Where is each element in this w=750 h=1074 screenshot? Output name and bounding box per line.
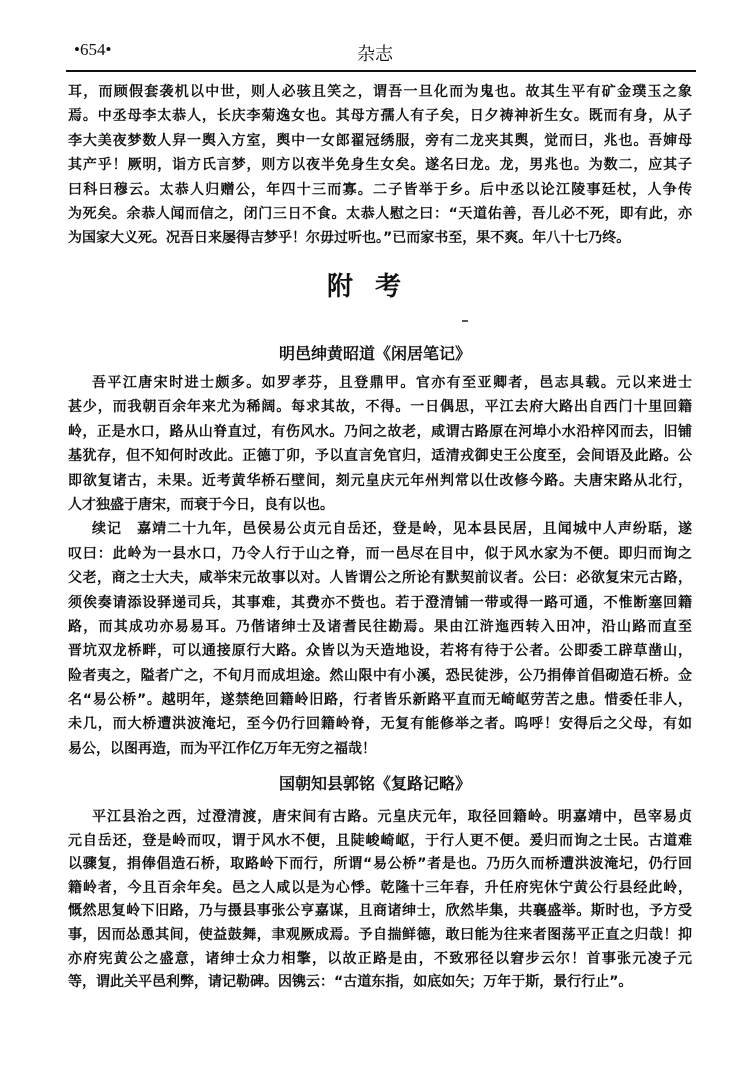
text-line: 续记 嘉靖二十九年，邑侯易公贞元自岳还，登是岭，见本县民居，且闻城中人声纷聒，遂 [92,521,692,538]
appendix-heading: 附考 [326,272,423,302]
text-line: 岭，正是水口，路从山脊直过，有伤风水。乃问之故老，咸谓古路原在河埠小水沿梓冈而去，旧铺 [68,423,692,440]
text-line: 平江县治之西，过澄清渡，唐宋间有古路。元皇庆元年，取径回籍岭。明嘉靖中，邑宰易贞 [92,809,692,825]
section-2-title: 国朝知县郭铭《复路记略》 [278,774,471,793]
header-rule [66,70,696,72]
text-line: 人才独盛于唐宋，而衰于今日，良有以也。 [68,496,334,513]
text-line: 为国家大义死。况吾日来屡得吉梦乎！尔毋过听也。”已而家书至，果不爽。年八十七乃终。 [68,230,631,247]
text-line: 即欲复诸古，未果。近考黄华桥石壁间，刻元皇庆元年州判常以仕改修今路。夫唐宋路从北行， [68,472,692,489]
paragraph-1 [68,80,692,251]
text-line: 名“易公桥”。越明年，遂禁绝回籍岭旧路，行者皆乐新路平直而无崎岖劳苦之患。惜委任非人， [68,692,692,709]
section-1-body [68,371,692,761]
text-line: 易公，以图再造，而为平江作亿万年无穷之福哉！ [68,740,376,757]
text-line: 慨然思复岭下旧路，乃与摄县事张公亨嘉谋，且商诸绅士，欣然毕集，共襄盛举。斯时也，予方受 [68,903,692,920]
text-line: 父老，商之士大夫，咸举宋元故事以对。人皆谓公之所论有默契前议者。公曰：必欲复宋元古路， [68,570,692,587]
text-line: 元自岳还，登是岭而叹，谓于风水不便，且陡峻崎岖，于行人更不便。爰归而询之士民。古道难 [68,832,692,849]
section-1-title: 明邑绅黄昭道《闲居笔记》 [278,344,471,363]
text-line: 焉。中丞母李太恭人，长庆李菊逸女也。其母方孺人有子矣，日夕祷神祈生女。既而有身，从子 [68,108,692,125]
text-line: 险者夷之，隘者广之，不旬月而成坦途。然山限中有小溪，恐民徒涉，公乃捐俸首倡砌造石桥。佥 [68,667,692,684]
text-line: 曰科曰穆云。太恭人归赠公，年四十三而寡。二子皆举于乡。后中丞以论江陵事廷杖，人争传 [68,181,692,198]
text-line: 甚少，而我朝百余年来尤为稀阔。每求其故，不得。一日偶思，平江去府大路出自西门十里回籍 [68,399,692,416]
text-line: 未几，而大桥遭洪波淹圮，至今仍行回籍岭脊，无复有能修举之者。呜呼！安得后之父母，有如 [68,716,692,733]
text-line: 籍岭者，今且百余年矣。邑之人咸以是为心悸。乾隆十三年春，升任府宪休宁黄公行县经此岭， [68,879,692,896]
page-number: •654• [74,40,112,59]
text-line: 吾平江唐宋时进士颇多。如罗孝芬，且登鼎甲。官亦有至亚卿者，邑志具载。元以来进士 [92,375,692,391]
text-line: 以骤复，捐俸倡造石桥，取路岭下而行，所谓“易公桥”者是也。乃历久而桥遭洪波淹圮，仍行回 [68,856,692,873]
text-line: 耳，而顾假套袭机以中世，则人必骇且笑之，谓吾一旦化而为鬼也。故其生平有矿金璞玉之象 [68,84,692,100]
text-line: 叹曰：此岭为一县水口，乃令人行于山之脊，而一邑尽在目中，似于风水家为不便。即归而询之 [68,545,692,562]
text-line: 李大美夜梦数人舁一舆入方室，舆中一女郎翟冠绣服，旁有二龙夹其舆，觉而曰，兆也。吾婶母 [68,132,692,149]
text-line: 事，因而怂恿其间，使益鼓舞，聿观厥成焉。予自揣鲜德，敢曰能为往来者图荡平正直之归哉！抑 [68,926,692,943]
running-title: 杂志 [357,44,393,65]
text-line: 晋坑双龙桥畔，可以通接原行大路。众皆以为天造地设，若将有待于公者。公即委工辟草凿山， [68,643,692,660]
section-2-body [68,806,692,995]
text-line: 须俟奏请添设驿递司兵，其事难，其费亦不赀也。若于澄清铺一带或得一路可通，不惟断塞回籍 [68,594,692,611]
divider-mark [462,320,468,322]
text-line: 基犹存，但不知何时改此。正德丁卯，予以直言免官归，适清戎御史王公度至，会间语及此路。公 [68,448,692,465]
text-line: 为死矣。余恭人闻而信之，闭门三日不食。太恭人慰之曰：“天道佑善，吾儿必不死，即有此，亦 [68,205,692,222]
text-line: 其产乎！厥明，诣方氏言梦，则方以夜半免身生女矣。遂名曰龙。龙，男兆也。为数二，应其子 [68,157,692,174]
text-line: 路，而其成功亦易易耳。乃偕诸绅士及诸耆民往勘焉。果由江浒迤西转入田冲，沿山路而直至 [68,618,692,635]
text-line: 亦府宪黄公之盛意，诸绅士众力相擎，以故正路是由，不致邪径以窘步云尔！首事张元凌子元 [68,950,692,967]
text-line: 等，谓此关平邑利弊，请记勒碑。因镌云：“古道东指，如底如矢；万年于斯，景行行止”。 [68,974,633,991]
